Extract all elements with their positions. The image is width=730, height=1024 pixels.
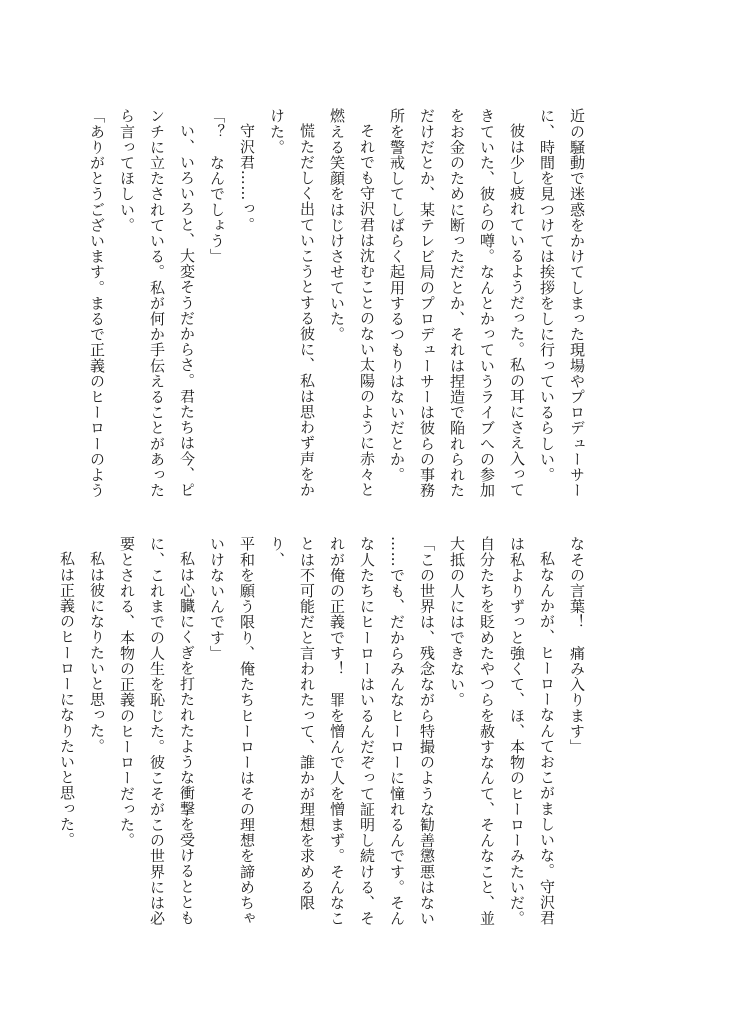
text-line: れが俺の正義です！ 罪を憎んで人を憎まず。そんなこ [328, 536, 346, 926]
bottom-text-section [58, 536, 592, 928]
text-line: な人たちにヒーローはいるんだぞって証明し続ける、そ [358, 536, 376, 926]
text-line: ら言ってほしい。 [118, 108, 136, 233]
dialogue-line: 「？ なんでしょう」 [208, 108, 226, 264]
text-line: 私は心臓にくぎを打たれたような衝撃を受けるととも [178, 551, 196, 926]
text-line: だけだとか、某テレビ局のプロデューサーは彼らの事務 [418, 108, 436, 498]
text-line: 彼は少し疲れているようだった。私の耳にさえ入って [508, 123, 526, 498]
text-line: それでも守沢君は沈むことのない太陽のように赤々と [358, 123, 376, 498]
text-line: 私なんかが、ヒーローなんておこがましいな。守沢君 [538, 551, 556, 926]
dialogue-line: 「この世界は、残念ながら特撮のような勧善懲悪はない [418, 536, 436, 926]
text-line: 大抵の人にはできない。 [448, 536, 466, 708]
text-line: 近の騒動で迷惑をかけてしまった現場やプロデューサー [568, 108, 586, 498]
text-line: 燃える笑顔をはじけさせていた。 [328, 108, 346, 342]
text-line: 要とされる、本物の正義のヒーローだった。 [118, 536, 136, 848]
text-line: に、時間を見つけては挨拶をしに行っているらしい。 [538, 108, 556, 483]
text-line: 私は正義のヒーローになりたいと思った。 [58, 551, 76, 848]
top-text-section [88, 108, 592, 500]
text-line: をお金のために断っただとか、それは捏造で陥れられた [448, 108, 466, 498]
text-line: 慌ただしく出ていこうとする彼に、私は思わず声をか [298, 123, 316, 498]
text-line: いけないんです」 [208, 536, 226, 661]
text-line: 平和を願う限り、俺たちヒーローはその理想を諦めちゃ [238, 536, 256, 926]
dialogue-line: 「ありがとうございます。まるで正義のヒーローのよう [88, 108, 106, 498]
text-line: ……でも、だからみんなヒーローに憧れるんです。そん [388, 536, 406, 926]
text-line: に、これまでの人生を恥じた。彼こそがこの世界には必 [148, 536, 166, 926]
text-line: 自分たちを貶めたやつらを赦すなんて、そんなこと、並 [478, 536, 496, 926]
text-line: は私よりずっと強くて、ほ、本物のヒーローみたいだ。 [508, 536, 526, 926]
text-line: 所を警戒してしばらく起用するつもりはないだとか。 [388, 108, 406, 483]
text-line: 私は彼になりたいと思った。 [88, 551, 106, 754]
text-line: い、いろいろと、大変そうだからさ。君たちは今、ピ [178, 123, 196, 498]
text-line: 守沢君……っ。 [238, 123, 256, 233]
text-line: ンチに立たされている。私が何か手伝えることがあった [148, 108, 166, 498]
text-line: とは不可能だと言われたって、誰かが理想を求める限り、 [268, 536, 316, 911]
text-line: なその言葉！ 痛み入ります」 [568, 536, 586, 755]
text-line: けた。 [268, 108, 286, 155]
text-line: きていた、彼らの噂。なんとかっていうライブへの参加 [478, 108, 496, 498]
